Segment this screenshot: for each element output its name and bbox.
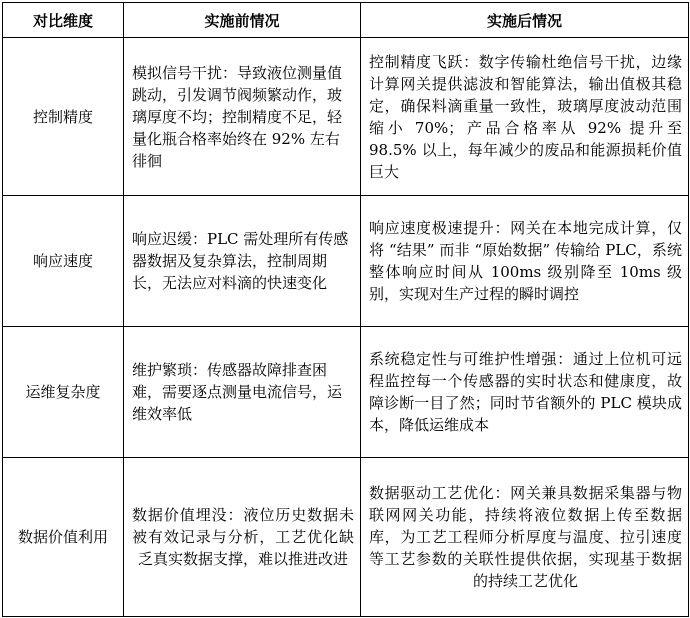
after-cell: 控制精度飞跃：数字传输杜绝信号干扰，边缘计算网关提供滤波和智能算法，输出值极其稳定，确保料滴重量一致性，玻璃厚度波动范围缩小 70%；产品合格率从 92% 提升至 98.5% 以上，每年减少的废品和能源损耗价值巨大 xyxy=(361,38,689,196)
table-row xyxy=(3,38,689,196)
after-cell: 响应速度极速提升：网关在本地完成计算，仅将 “结果” 而非 “原始数据” 传输给 PLC，系统整体响应时间从 100ms 级别降至 10ms 级别，实现对生产过程的瞬时调控 xyxy=(361,196,689,327)
before-cell: 维护繁琐：传感器故障排查困难，需要逐点测量电流信号，运维效率低 xyxy=(124,327,361,458)
table-row xyxy=(3,196,689,327)
header-before: 实施前情况 xyxy=(124,3,361,38)
before-cell: 数据价值埋没：液位历史数据未被有效记录与分析，工艺优化缺乏真实数据支撑，难以推进改进 xyxy=(124,458,361,617)
header-dimension: 对比维度 xyxy=(3,3,124,38)
dimension-cell: 响应速度 xyxy=(3,196,124,327)
dimension-cell: 数据价值利用 xyxy=(3,458,124,617)
after-cell: 数据驱动工艺优化：网关兼具数据采集器与物联网网关功能，持续将液位数据上传至数据库，为工艺工程师分析厚度与温度、拉引速度等工艺参数的关联性提供依据，实现基于数据的持续工艺优化 xyxy=(361,458,689,617)
before-cell: 模拟信号干扰：导致液位测量值跳动，引发调节阀频繁动作，玻璃厚度不均；控制精度不足，轻量化瓶合格率始终在 92% 左右徘徊 xyxy=(124,38,361,196)
table-row xyxy=(3,458,689,617)
table-header-row xyxy=(3,3,689,38)
header-after: 实施后情况 xyxy=(361,3,689,38)
after-cell: 系统稳定性与可维护性增强：通过上位机可远程监控每一个传感器的实时状态和健康度，故障诊断一目了然；同时节省额外的 PLC 模块成本，降低运维成本 xyxy=(361,327,689,458)
table-row xyxy=(3,327,689,458)
comparison-table xyxy=(2,2,689,617)
dimension-cell: 运维复杂度 xyxy=(3,327,124,458)
before-cell: 响应迟缓：PLC 需处理所有传感器数据及复杂算法，控制周期长，无法应对料滴的快速变化 xyxy=(124,196,361,327)
dimension-cell: 控制精度 xyxy=(3,38,124,196)
